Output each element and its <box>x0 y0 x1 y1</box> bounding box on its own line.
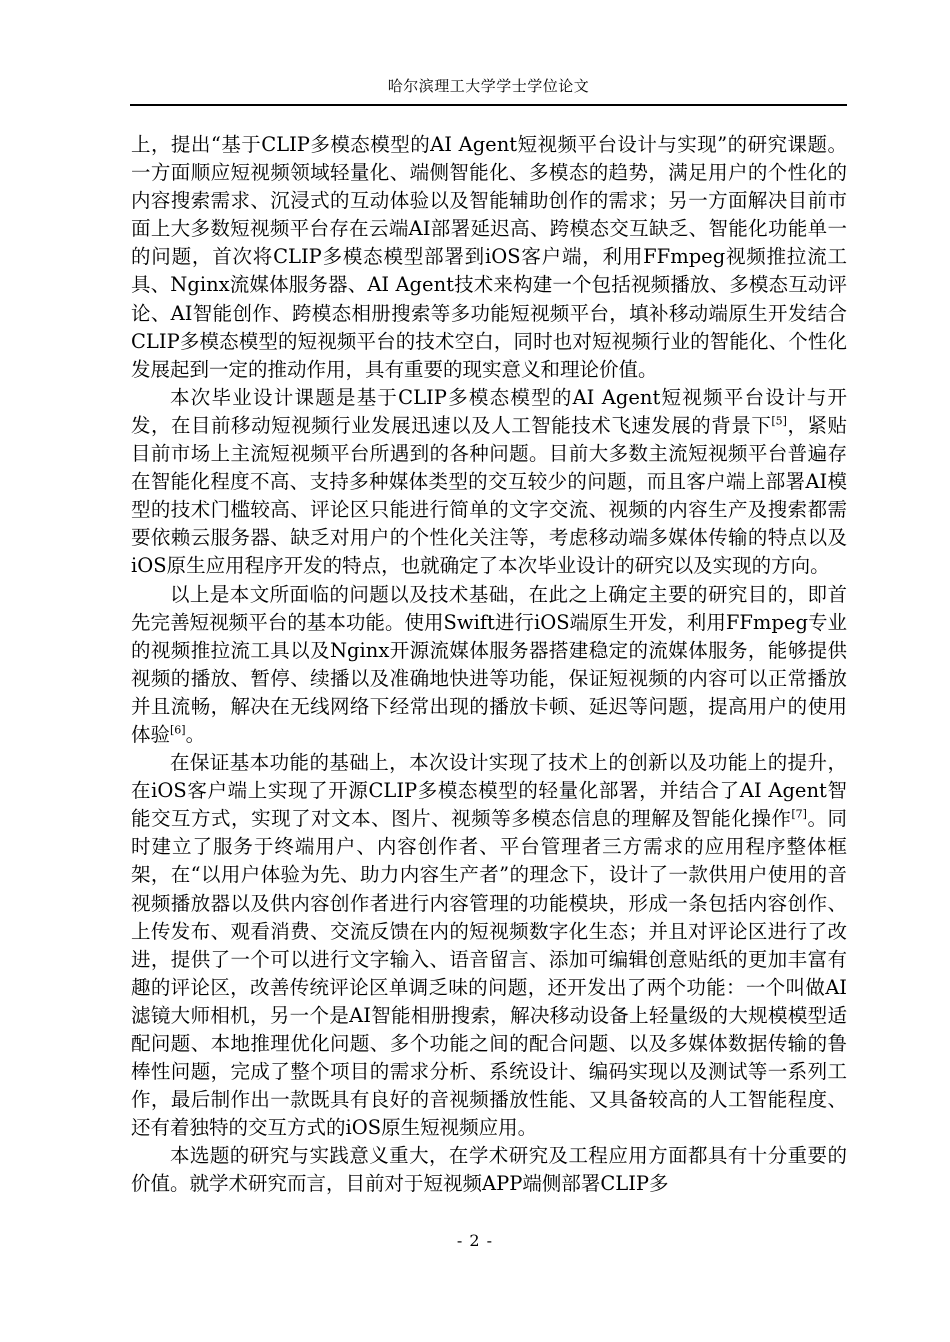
page-number: - 2 - <box>456 1231 494 1250</box>
paragraph-2-text-before: 本次毕业设计课题是基于CLIP多模态模型的AI Agent短视频平台设计与开发，在目前移动短视频行业发展迅速以及人工智能技术飞速发展的背景下 <box>131 385 847 437</box>
paragraph-5 <box>131 1142 847 1198</box>
paragraph-3-text-before: 以上是本文所面临的问题以及技术基础，在此之上确定主要的研究目的，即首先完善短视频平台的基本功能。使用Swift进行iOS端原生开发，利用FFmpeg专业的视频推拉流工具以及Nginx开源流媒体服务器搭建稳定的流媒体服务，能够提供视频的播放、暂停、续播以及准确地快进等功能，保证短视频的内容可以正常播放并且流畅，解决在无线网络下经常出现的播放卡顿、延迟等问题，提高用户的使用体验 <box>131 582 847 746</box>
paragraph-2 <box>131 384 847 581</box>
paragraph-4 <box>131 749 847 1142</box>
citation-ref-5: [5] <box>771 414 787 428</box>
paragraph-2-text-after: ，紧贴目前市场上主流短视频平台所遇到的各种问题。目前大多数主流短视频平台普遍存在智能化程度不高、支持多种媒体类型的交互较少的问题，而且客户端上部署AI模型的技术门槛较高、评论区只能进行简单的文字交流、视频的内容生产及搜索都需要依赖云服务器、缺乏对用户的个性化关注等，考虑移动端多媒体传输的特点以及iOS原生应用程序开发的特点，也就确定了本次毕业设计的研究以及实现的方向。 <box>131 413 847 578</box>
paragraph-1 <box>131 131 847 384</box>
citation-ref-6: [6] <box>170 723 186 737</box>
paragraph-1-text: 上，提出“基于CLIP多模态模型的AI Agent短视频平台设计与实现”的研究课题。一方面顺应短视频领域轻量化、端侧智能化、多模态的趋势，满足用户的个性化的内容搜索需求、沉浸式的互动体验以及智能辅助创作的需求；另一方面解决目前市面上大多数短视频平台存在云端AI部署延迟高、跨模态交互缺乏、智能化功能单一的问题，首次将CLIP多模态模型部署到iOS客户端，利用FFmpeg视频推拉流工具、Nginx流媒体服务器、AI Agent技术来构建一个包括视频播放、多模态互动评论、AI智能创作、跨模态相册搜索等多功能短视频平台，填补移动端原生开发结合CLIP多模态模型的短视频平台的技术空白，同时也对短视频行业的智能化、个性化发展起到一定的推动作用，具有重要的现实意义和理论价值。 <box>131 133 847 381</box>
citation-ref-7: [7] <box>791 807 807 821</box>
header-title: 哈尔滨理工大学学士学位论文 <box>387 77 590 95</box>
page-header <box>130 70 847 106</box>
body-text <box>131 131 847 1199</box>
paragraph-5-text: 本选题的研究与实践意义重大，在学术研究及工程应用方面都具有十分重要的价值。就学术研究而言，目前对于短视频APP端侧部署CLIP多 <box>131 1144 847 1196</box>
paragraph-3-text-after: 。 <box>185 722 206 746</box>
paragraph-3 <box>131 581 847 750</box>
paragraph-4-text-after: 。同时建立了服务于终端用户、内容创作者、平台管理者三方需求的应用程序整体框架，在“以用户体验为先、助力内容生产者”的理念下，设计了一款供用户使用的音视频播放器以及供内容创作者进行内容管理的功能模块，形成一条包括内容创作、上传发布、观看消费、交流反馈在内的短视频数字化生态；并且对评论区进行了改进，提供了一个可以进行文字输入、语音留言、添加可编辑创意贴纸的更加丰富有趣的评论区，改善传统评论区单调乏味的问题，还开发出了两个功能：一个叫做AI滤镜大师相机，另一个是AI智能相册搜索，解决移动设备上轻量级的大规模模型适配问题、本地推理优化问题、多个功能之间的配合问题、以及多媒体数据传输的鲁棒性问题，完成了整个项目的需求分析、系统设计、编码实现以及测试等一系列工作，最后制作出一款既具有良好的音视频播放性能、又具备较高的人工智能程度、还有着独特的交互方式的iOS原生短视频应用。 <box>131 807 847 1140</box>
paragraph-4-text-before: 在保证基本功能的基础上，本次设计实现了技术上的创新以及功能上的提升，在iOS客户端上实现了开源CLIP多模态模型的轻量化部署，并结合了AI Agent智能交互方式，实现了对文本、图片、视频等多模态信息的理解及智能化操作 <box>131 751 847 831</box>
